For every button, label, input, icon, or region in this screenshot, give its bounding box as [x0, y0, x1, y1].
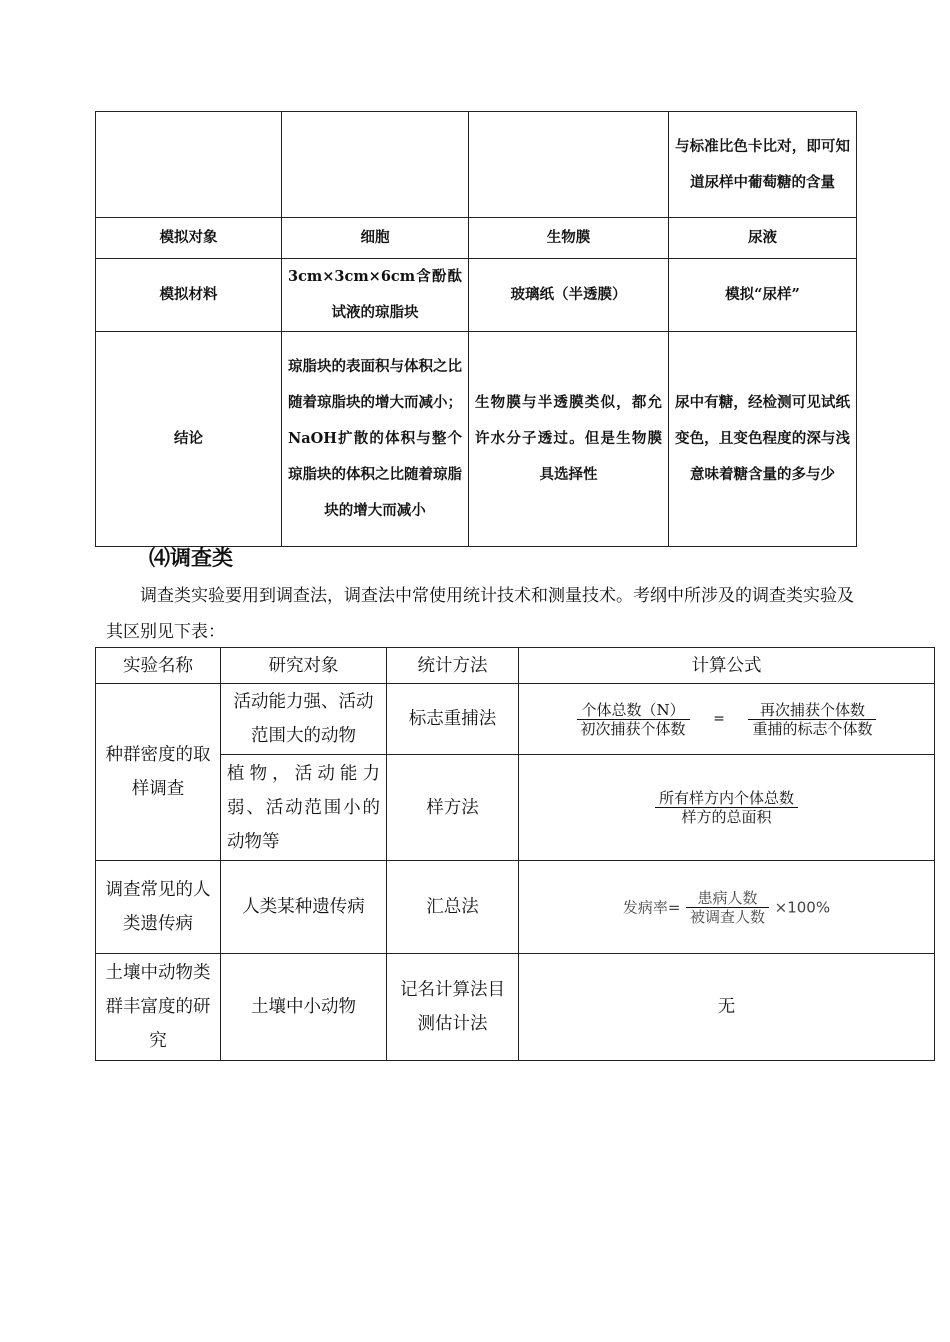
header-cell: 统计方法 [387, 648, 519, 684]
table-row [96, 112, 857, 218]
table-row [96, 755, 935, 861]
table-cell: 调查常见的人类遗传病 [96, 861, 221, 954]
table-cell: 生物膜 [469, 218, 669, 259]
table-cell: 模拟材料 [96, 259, 282, 332]
table-row [96, 218, 857, 259]
table-cell: 植物，活动能力弱、活动范围小的动物等 [221, 755, 387, 861]
header-cell: 计算公式 [519, 648, 935, 684]
table-cell: 尿液 [669, 218, 857, 259]
table-cell: 样方法 [387, 755, 519, 861]
fraction [686, 889, 769, 926]
formula-cell [519, 861, 935, 954]
formula-cell [519, 755, 935, 861]
denominator: 被调查人数 [690, 907, 766, 926]
table-cell: 土壤中动物类群丰富度的研究 [96, 954, 221, 1061]
table-header-row [96, 648, 935, 684]
numerator: 患病人数 [686, 889, 769, 908]
simulation-table [95, 111, 857, 547]
table-cell: 玻璃纸（半透膜） [469, 259, 669, 332]
fraction [748, 701, 876, 738]
table-row [96, 332, 857, 547]
table-cell [469, 112, 669, 218]
table-cell: 生物膜与半透膜类似，都允许水分子透过。但是生物膜具选择性 [469, 332, 669, 547]
table-cell: 种群密度的取样调查 [96, 684, 221, 861]
table-row [96, 684, 935, 755]
table-cell: 3cm×3cm×6cm含酚酞试液的琼脂块 [282, 259, 469, 332]
table-cell: 结论 [96, 332, 282, 547]
table-cell: 人类某种遗传病 [221, 861, 387, 954]
survey-table [95, 647, 935, 1061]
fraction [655, 789, 798, 826]
table-cell: 细胞 [282, 218, 469, 259]
formula-suffix: ×100% [774, 898, 831, 916]
table-cell: 与标准比色卡比对，即可知道尿样中葡萄糖的含量 [669, 112, 857, 218]
table-cell: 琼脂块的表面积与体积之比随着琼脂块的增大而减小；NaOH扩散的体积与整个琼脂块的体积之比随着琼脂块的增大而减小 [282, 332, 469, 547]
table-cell: 土壤中小动物 [221, 954, 387, 1061]
table-row [96, 861, 935, 954]
table-cell: 汇总法 [387, 861, 519, 954]
section-heading: ⑷调查类 [149, 545, 233, 570]
denominator: 重捕的标志个体数 [752, 719, 873, 738]
formula-cell [519, 684, 935, 755]
section-paragraph: 调查类实验要用到调查法，调查法中常使用统计技术和测量技术。考纲中所涉及的调查类实验及其区别见下表： [106, 586, 854, 642]
numerator: 个体总数（N） [577, 701, 690, 720]
formula-prefix: 发病率= [622, 898, 681, 916]
table-cell: 标志重捕法 [387, 684, 519, 755]
table-cell: 记名计算法目测估计法 [387, 954, 519, 1061]
denominator: 样方的总面积 [681, 808, 772, 826]
header-cell: 实验名称 [96, 648, 221, 684]
table-cell [96, 112, 282, 218]
table-cell: 尿中有糖，经检测可见试纸变色，且变色程度的深与浅意味着糖含量的多与少 [669, 332, 857, 547]
table-row [96, 259, 857, 332]
denominator: 初次捕获个体数 [580, 719, 686, 738]
table-cell: 模拟“尿样” [669, 259, 857, 332]
table-cell: 模拟对象 [96, 218, 282, 259]
table-cell [282, 112, 469, 218]
table-cell: 无 [519, 954, 935, 1061]
table-row [96, 954, 935, 1061]
table-cell: 活动能力强、活动范围大的动物 [221, 684, 387, 755]
numerator: 所有样方内个体总数 [655, 789, 798, 808]
equals-sign: = [713, 711, 725, 727]
fraction [577, 701, 690, 738]
header-cell: 研究对象 [221, 648, 387, 684]
numerator: 再次捕获个体数 [748, 701, 876, 720]
